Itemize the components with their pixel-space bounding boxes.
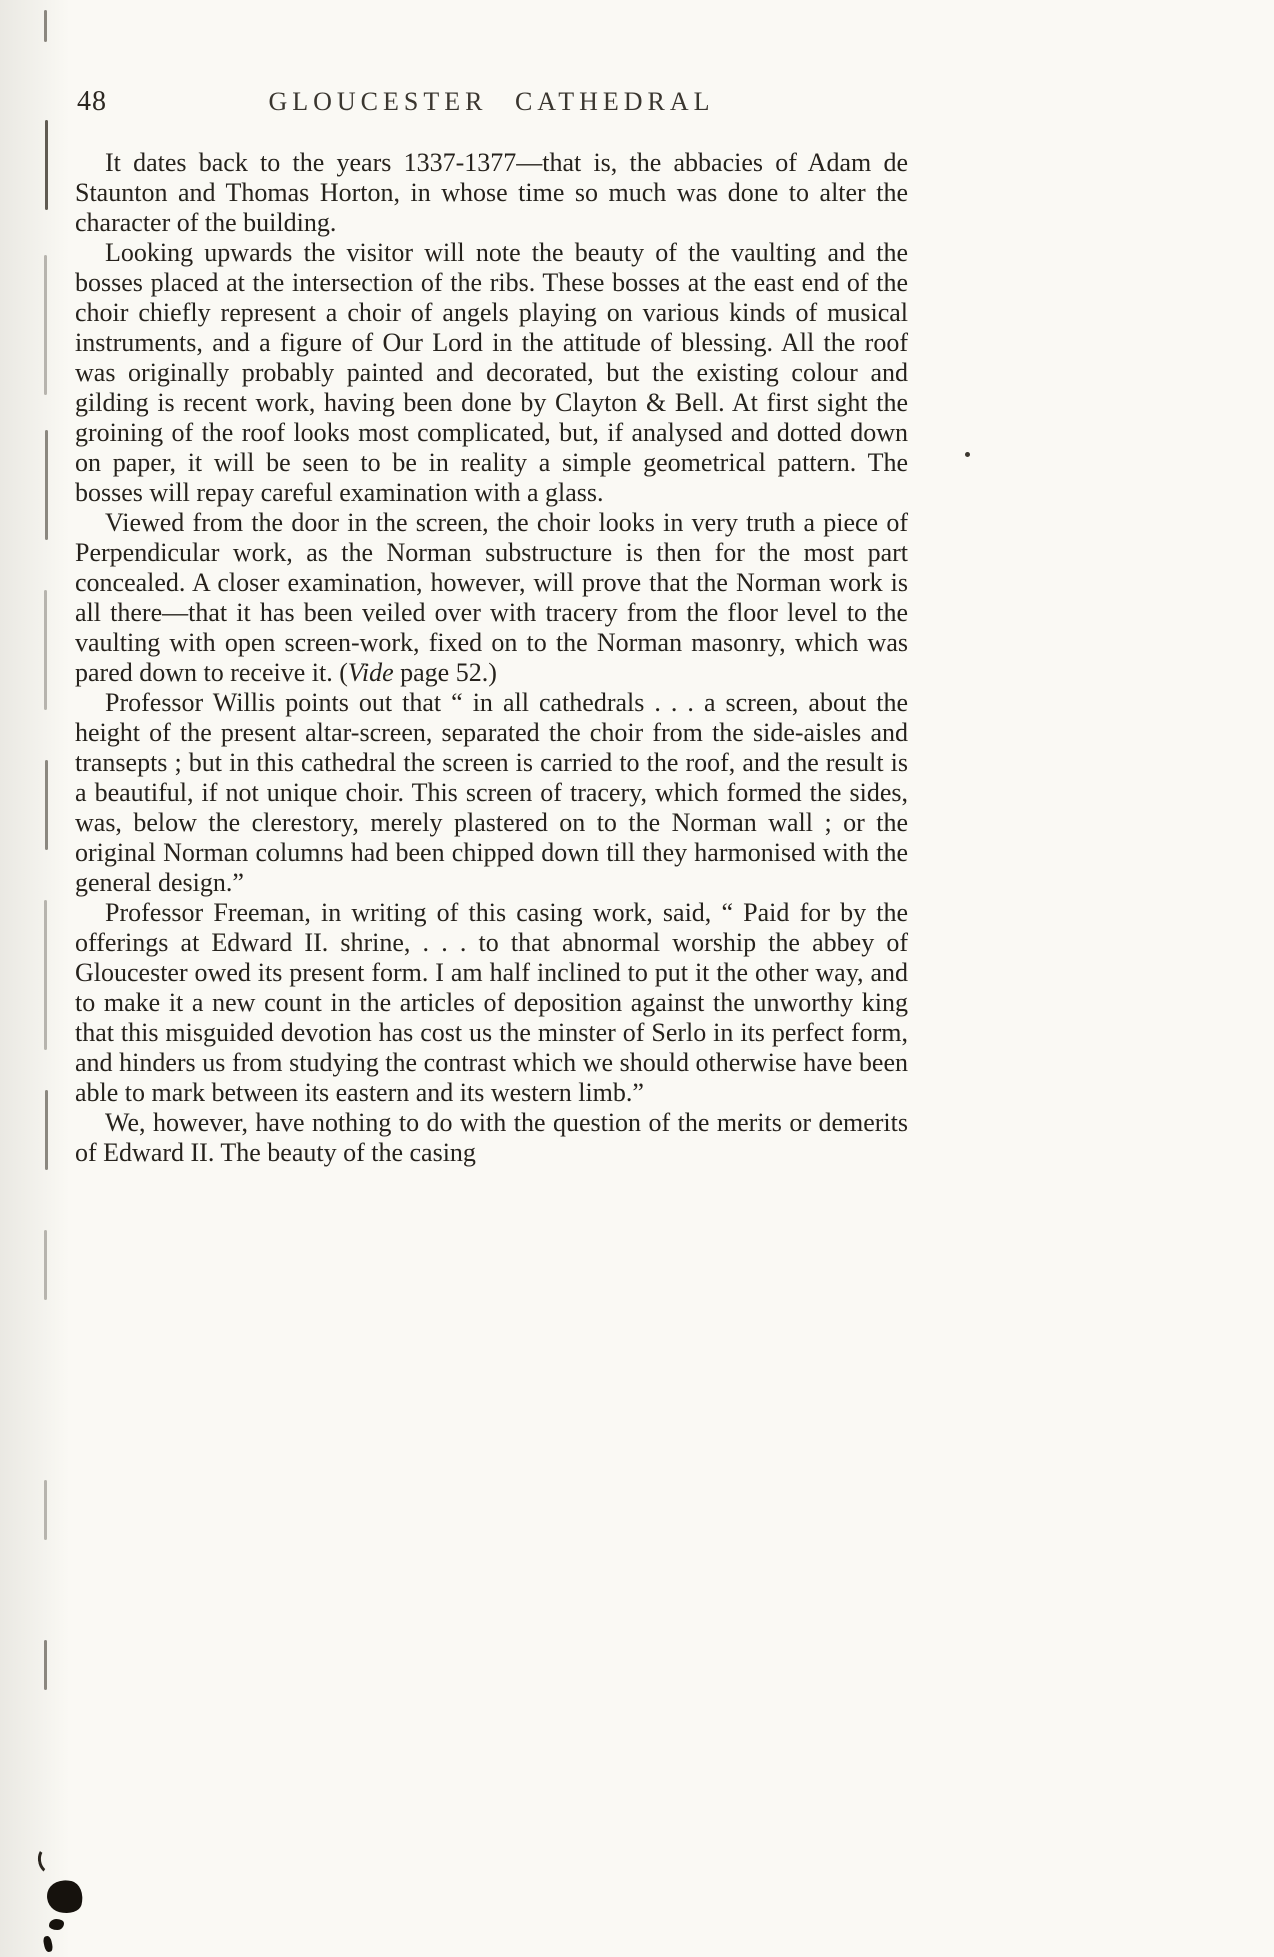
scan-artifact-line (44, 900, 47, 1050)
paragraph-text: Professor Willis points out that “ in all cathedrals . . . a screen, about the height of the present altar-screen, separated the choir from the side-aisles and transepts ; but in this cathedral the screen is carried to the roof, and the result is a beautiful, if not unique choir. This screen of tracery, which formed the sides, was, below the clerestory, merely plastered on to the Norman wall ; or the original Norman columns had been chipped down till they harmonised with the general design.” (75, 688, 908, 897)
scan-artifact-line (45, 430, 48, 540)
scan-artifact-line (45, 1090, 48, 1170)
paragraph-text: We, however, have nothing to do with the question of the merits or demerits of Edward II. The beauty of the casing (75, 1108, 908, 1167)
paragraph-text: Looking upwards the visitor will note the beauty of the vaulting and the bosses placed at the intersection of the ribs. These bosses at the east end of the choir chiefly represent a choir of angels playing on various kinds of musical instruments, and a figure of Our Lord in the attitude of blessing. All the roof was originally probably painted and decorated, but the existing colour and gilding is recent work, having been done by Clayton & Bell. At first sight the groining of the roof looks most complicated, but, if analysed and dotted down on paper, it will be seen to be in reality a simple geometrical pattern. The bosses will repay careful examination with a glass. (75, 238, 908, 507)
paragraph-1 (75, 148, 908, 238)
scan-artifact-blob (44, 1876, 87, 1917)
paragraph-6 (75, 1108, 908, 1168)
binding-shadow (0, 0, 70, 1957)
paragraph-text: It dates back to the years 1337-1377—that is, the abbacies of Adam de Staunton and Thomas Horton, in whose time so much was done to alter the character of the building. (75, 148, 908, 237)
scan-artifact-line (45, 120, 48, 210)
scan-artifact-line (44, 590, 47, 710)
paragraph-5 (75, 898, 908, 1108)
paragraph-3 (75, 508, 908, 688)
page-number: 48 (77, 86, 107, 117)
paragraph-italic: Vide (347, 658, 394, 687)
scan-artifact-line (44, 255, 47, 395)
scan-artifact-line (45, 760, 48, 850)
page-header (75, 86, 908, 126)
scan-artifact-line (44, 1480, 47, 1540)
scan-artifact-blob (42, 1935, 53, 1952)
paragraph-4 (75, 688, 908, 898)
scan-artifact-hook (36, 1844, 63, 1875)
body-text (75, 148, 908, 1168)
scan-artifact-line (44, 1640, 47, 1690)
paragraph-text: Professor Freeman, in writing of this casing work, said, “ Paid for by the offerings at Edward II. shrine, . . . to that abnormal worship the abbey of Gloucester owed its present form. I am half inclined to put it the other way, and to make it a new count in the articles of deposition against the unworthy king that this misguided devotion has cost us the minster of Serlo in its perfect form, and hinders us from studying the contrast which we should otherwise have been able to mark between its eastern and its western limb.” (75, 898, 908, 1107)
scan-artifact-line (44, 1230, 47, 1300)
scan-artifact-dot (965, 452, 970, 457)
scan-artifact-blob (49, 1919, 64, 1930)
paragraph-text: Viewed from the door in the screen, the choir looks in very truth a piece of Perpendicular work, as the Norman substructure is then for the most part concealed. A closer examination, however, will prove that the Norman work is all there—that it has been veiled over with tracery from the floor level to the vaulting with open screen-work, fixed on to the Norman masonry, which was pared down to receive it. ( (75, 508, 908, 687)
scan-artifact-line (44, 10, 47, 42)
running-title: GLOUCESTER CATHEDRAL (268, 87, 715, 116)
paragraph-text: page 52.) (393, 658, 497, 687)
paragraph-2 (75, 238, 908, 508)
